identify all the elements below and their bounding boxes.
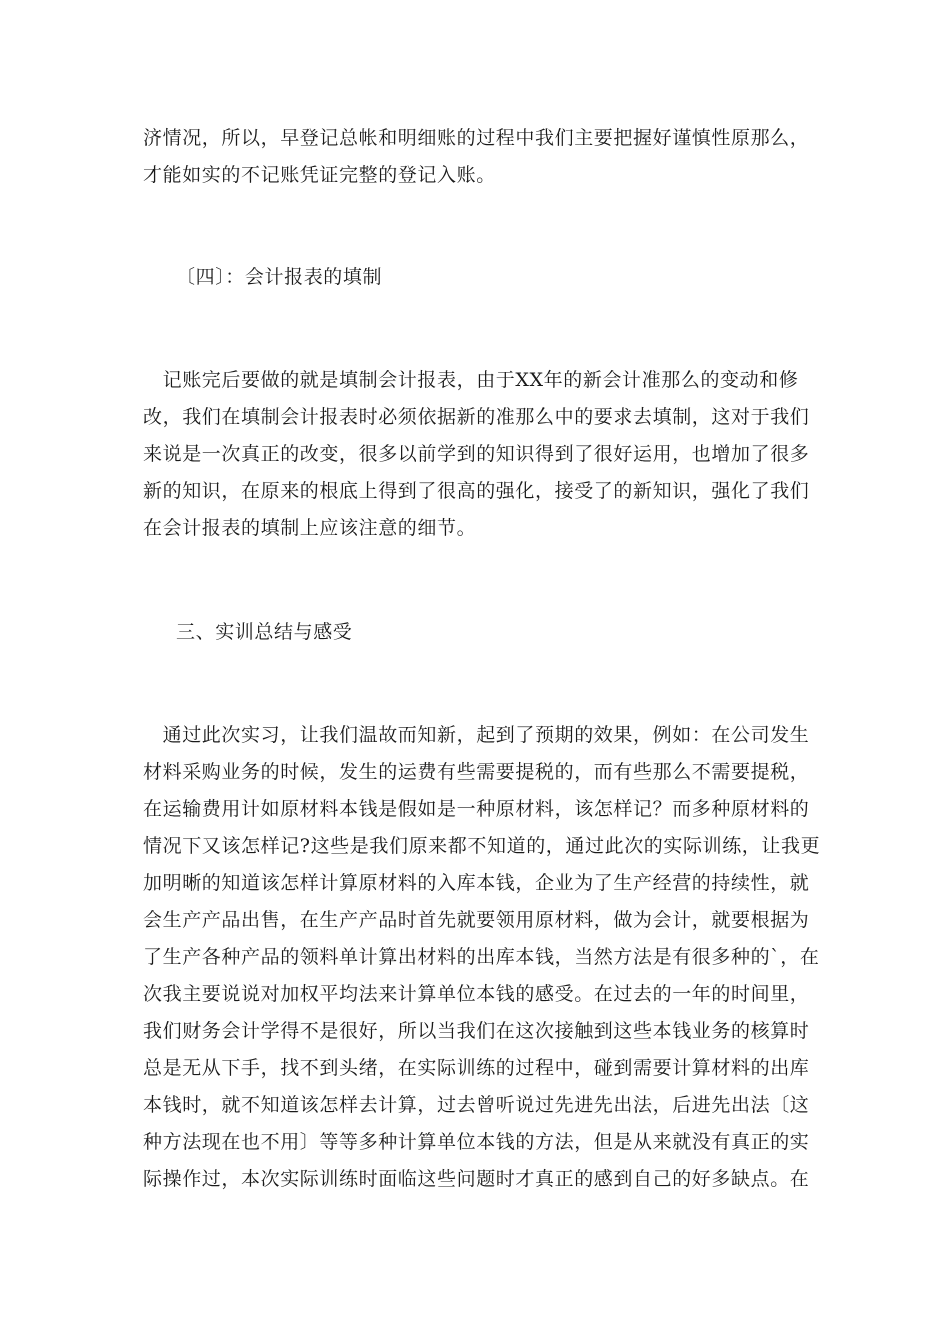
paragraph-line: 次我主要说说对加权平均法来计算单位本钱的感受。在过去的一年的时间里， — [143, 983, 810, 1005]
paragraph-line: 通过此次实习，让我们温故而知新，起到了预期的效果，例如：在公司发生 — [143, 724, 810, 746]
paragraph-line: 会生产产品出售，在生产产品时首先就要领用原材料，做为会计，就要根据为 — [143, 909, 810, 931]
paragraph-line: 新的知识，在原来的根底上得到了很高的强化，接受了的新知识，强化了我们 — [143, 480, 810, 502]
paragraph-line: 来说是一次真正的改变，很多以前学到的知识得到了很好运用，也增加了很多 — [143, 443, 810, 465]
paragraph-line: 情况下又该怎样记?这些是我们原来都不知道的，通过此次的实际训练，让我更 — [143, 835, 821, 857]
paragraph-line: 材料采购业务的时候，发生的运费有些需要提税的，而有些那么不需要提税， — [143, 761, 810, 783]
paragraph-line: 在会计报表的填制上应该注意的细节。 — [143, 517, 477, 539]
section-heading-4: 〔四〕：会计报表的填制 — [176, 266, 383, 288]
section-heading-3: 三、实训总结与感受 — [176, 621, 353, 643]
paragraph-line: 本钱时，就不知道该怎样去计算，过去曾听说过先进先出法，后进先出法〔这 — [143, 1094, 810, 1116]
paragraph-line: 记账完后要做的就是填制会计报表，由于XX年的新会计准那么的变动和修 — [143, 369, 799, 391]
paragraph-line: 总是无从下手，找不到头绪，在实际训练的过程中，碰到需要计算材料的出库 — [143, 1057, 810, 1079]
paragraph-line: 加明晰的知道该怎样计算原材料的入库本钱，企业为了生产经营的持续性，就 — [143, 872, 810, 894]
paragraph-line: 了生产各种产品的领料单计算出材料的出库本钱，当然方法是有很多种的`，在 — [143, 946, 820, 968]
paragraph-line: 种方法现在也不用〕等等多种计算单位本钱的方法，但是从来就没有真正的实 — [143, 1131, 810, 1153]
paragraph-line: 改，我们在填制会计报表时必须依据新的准那么中的要求去填制，这对于我们 — [143, 406, 810, 428]
paragraph-line: 济情况，所以，早登记总帐和明细账的过程中我们主要把握好谨慎性原那么， — [143, 127, 810, 149]
paragraph-line: 才能如实的不记账凭证完整的登记入账。 — [143, 164, 496, 186]
paragraph-line: 在运输费用计如原材料本钱是假如是一种原材料，该怎样记？而多种原材料的 — [143, 798, 810, 820]
paragraph-line: 我们财务会计学得不是很好，所以当我们在这次接触到这些本钱业务的核算时 — [143, 1020, 810, 1042]
paragraph-line: 际操作过，本次实际训练时面临这些问题时才真正的感到自己的好多缺点。在 — [143, 1168, 810, 1190]
